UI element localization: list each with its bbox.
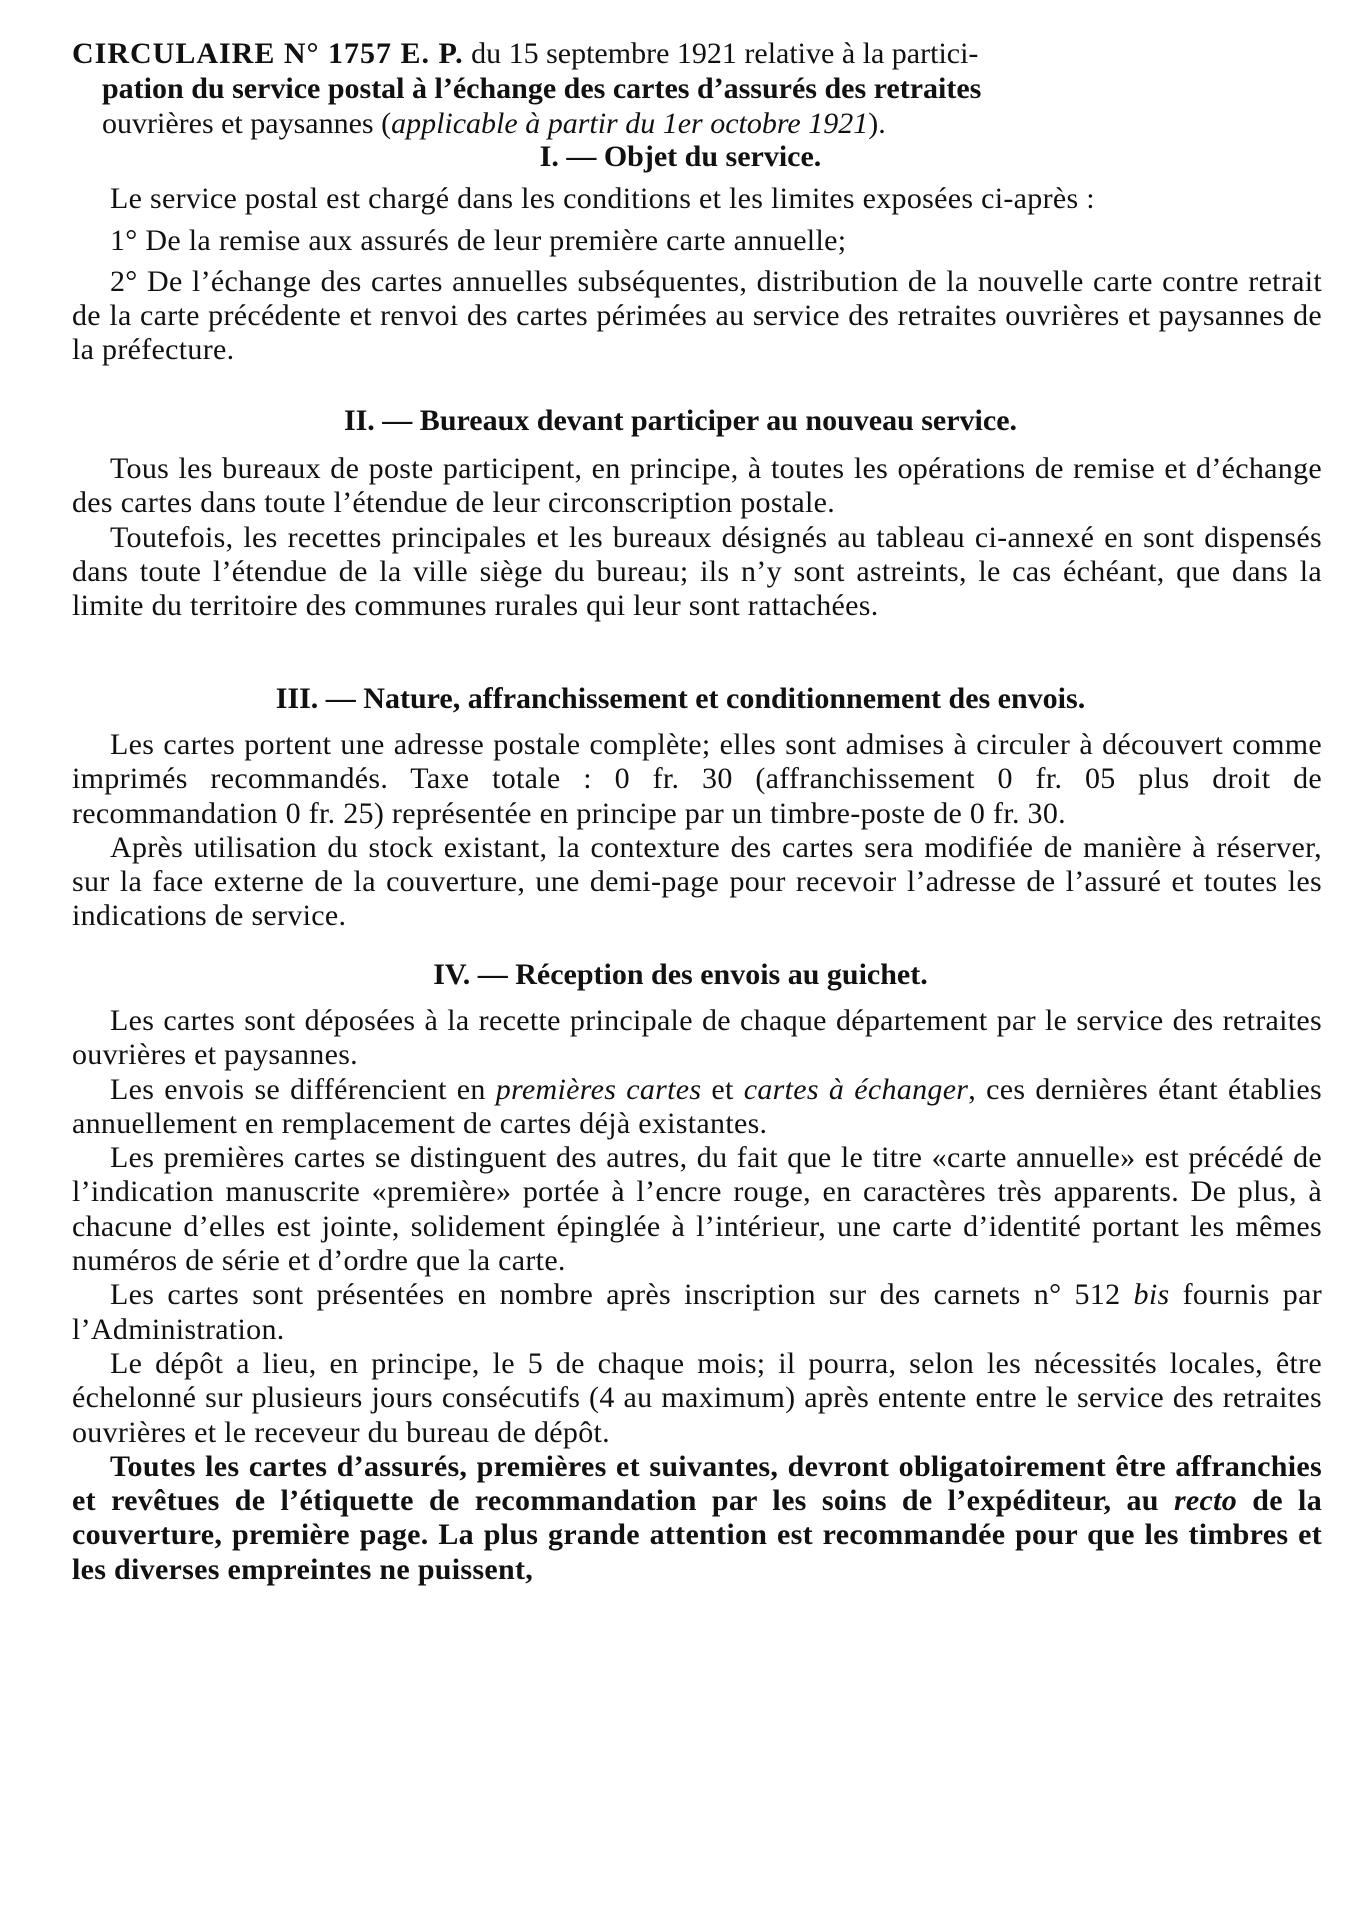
paragraph: Le dépôt a lieu, en principe, le 5 de chaque mois; il pourra, selon les nécessités locales, être échelonné sur plusieurs jours consécutifs (4 au maximum) après entente entre le service des retraites ouvrières et le receveur du bureau de dépôt. xyxy=(72,1346,1322,1449)
paragraph: Les envois se différencient en premières cartes et cartes à échanger, ces dernières étant établies annuellement en remplacement de cartes déjà existantes. xyxy=(72,1072,1322,1140)
paragraph: Toutefois, les recettes principales et les bureaux désignés au tableau ci-annexé en sont dispensés dans toute l’étendue de la ville siège du bureau; ils n’y sont astreints, le cas échéant, que dans la limite du territoire des communes rurales qui leur sont rattachées. xyxy=(72,520,1322,623)
section-heading-3: III. — Nature, affranchissement et conditionnement des envois. xyxy=(275,682,1086,715)
section-heading-4: IV. — Réception des envois au guichet. xyxy=(433,958,928,991)
paragraph: 2° De l’échange des cartes annuelles subséquentes, distribution de la nouvelle carte contre retrait de la carte précédente et renvoi des cartes périmées au service des retraites ouvrières et paysannes de la préfecture. xyxy=(72,264,1322,367)
paragraph: Le service postal est chargé dans les conditions et les limites exposées ci-après : xyxy=(110,182,1095,215)
section-heading-2: II. — Bureaux devant participer au nouveau service. xyxy=(343,404,1018,437)
section-body-1 xyxy=(72,182,1322,367)
circular-number: CIRCULAIRE N° 1757 E. P. xyxy=(72,37,464,70)
circular-subject: pation du service postal à l’échange des cartes d’assurés des retraites xyxy=(102,72,982,105)
circular-date: du 15 septembre 1921 relative à la partici- xyxy=(463,37,979,70)
section-heading-1: I. — Objet du service. xyxy=(539,140,822,173)
section-body-2 xyxy=(72,452,1322,623)
section-body-4 xyxy=(72,1004,1322,1587)
circular-title: CIRCULAIRE N° 1757 E. P. du 15 septembre 1921 relative à la partici- pation du service postal à l’échange des cartes d’assurés des retraites ouvrières et paysannes (applicable à partir du 1er octobre 1921). xyxy=(72,36,1302,141)
circular-subject-end: ouvrières et paysannes ( xyxy=(102,107,392,140)
paragraph: Après utilisation du stock existant, la contexture des cartes sera modifiée de manière à réserver, sur la face externe de la couverture, une demi-page pour recevoir l’adresse de l’assuré et toutes les indications de service. xyxy=(72,830,1322,933)
paragraph: 1° De la remise aux assurés de leur première carte annuelle; xyxy=(110,224,847,258)
section-body-3 xyxy=(72,728,1322,934)
paragraph: Tous les bureaux de poste participent, en principe, à toutes les opérations de remise et d’échange des cartes dans toute l’étendue de leur circonscription postale. xyxy=(72,452,1322,520)
paragraph: Les cartes portent une adresse postale complète; elles sont admises à circuler à découvert comme imprimés recommandés. Taxe totale : 0 fr. 30 (affranchissement 0 fr. 05 plus droit de recommandation 0 fr. 25) représentée en principe par un timbre-poste de 0 fr. 30. xyxy=(72,728,1322,830)
paragraph: Les cartes sont présentées en nombre après inscription sur des carnets n° 512 bis fournis par l’Administration. xyxy=(72,1278,1323,1346)
paragraph: Toutes les cartes d’assurés, premières et suivantes, devront obligatoirement être affranchies et revêtues de l’étiquette de recommandation par les soins de l’expéditeur, au recto de la couverture, première page. La plus grande attention est recommandée pour que les timbres et les diverses empreintes ne puissent, xyxy=(72,1449,1322,1586)
circular-applicability: applicable à partir du 1er octobre 1921 xyxy=(391,107,869,140)
paragraph: Les cartes sont déposées à la recette principale de chaque département par le service des retraites ouvrières et paysannes. xyxy=(72,1004,1322,1072)
paragraph: Les premières cartes se distinguent des autres, du fait que le titre «carte annuelle» est précédé de l’indication manuscrite «première» portée à l’encre rouge, en caractères très apparents. De plus, à chacune d’elles est jointe, solidement épinglée à l’intérieur, une carte d’identité portant les mêmes numéros de série et d’ordre que la carte. xyxy=(72,1141,1322,1278)
